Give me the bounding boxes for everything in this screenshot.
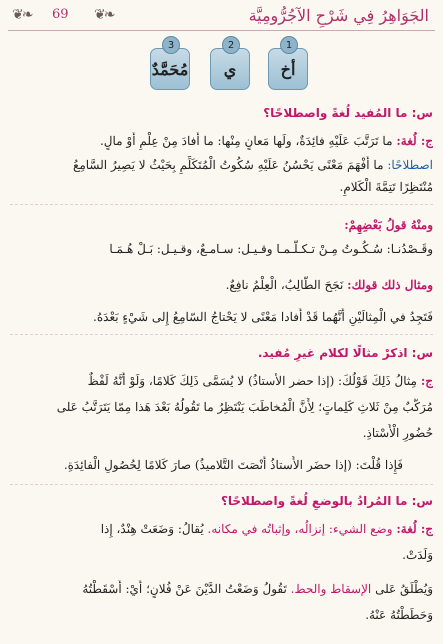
- answer-3-line-1: ج: لُغة: وضع الشيء: إنزالُه، وإثباتُه في مكانه. يُقالُ: وَضَعَتْ هِنْدٌ، إِذا: [100, 522, 433, 536]
- tile-number-2: 2: [222, 36, 240, 54]
- question-3: س: ما المُرادُ بالوضعِ لُغةً واصطلاحًا؟: [220, 494, 433, 508]
- answer-label: ج: لُغة:: [396, 134, 433, 148]
- word-tile-1: أخ: [268, 48, 308, 90]
- answer-2-line-4: فَإِذا قُلْتَ: (إذا حضَر الأُستاذُ أَنْصَتَ التَّلاميذُ) صارَ كَلامًا لِحُصُولِ الْفائِدَةِ.: [63, 458, 403, 472]
- answer-1-lang: ج: لُغة: ما تَرَتَّبَ عَلَيْهِ فائِدَةٌ، ولَها مَعانٍ مِنْها: ما أَفادَ مِنْ عِلْمٍ أَوْ مالٍ.: [99, 134, 433, 148]
- answer-label: ج: لُغة:: [396, 522, 433, 536]
- divider: [10, 484, 433, 485]
- divider: [10, 334, 433, 335]
- page-number: 69: [52, 7, 69, 22]
- poem-line: وقَـصْدُنـا: سُـكُـوتُ مِـنْ تـكـلّـمـا وقـيـل: سـامـعٌ، وقـيـل: بَـلْ هُـمَـا: [109, 242, 433, 256]
- answer-2-line-2: مُرَكَّبٌ مِنْ ثَلاثِ كَلِماتٍ؛ لِأَنَّ الْمُخاطَبَ يَنْتَظِرُ ما تَقُولُهُ بَعْدَ هَذا مِمّا يَتَرَتَّبُ عَلى: [56, 400, 433, 414]
- answer-1-term: اصطلاحًا: ما أَفْهَمَ مَعْنًى يَحْسُنُ عَلَيْهِ سُكُوتُ الْمُتَكَلِّمِ بِحَيْثُ لا يَصِيرُ السَّامِعُ: [72, 158, 433, 172]
- question-2: س: اذكرْ مثالًا لكلام غيرِ مُفيد.: [257, 346, 433, 360]
- example-intro: ومنْهُ قولُ بَعْضِهِمْ:: [344, 218, 433, 232]
- example-2: ومثال ذلك قولك: نَجَحَ الطَّالِبُ، الْعِلْمُ نافِعٌ.: [225, 278, 433, 292]
- word-tile-2: ي: [210, 48, 250, 90]
- word-tile-3: مُحَمَّدٌ: [150, 48, 190, 90]
- divider: [10, 204, 433, 205]
- answer-1-term-cont: مُنْتَظِرًا تَتِمَّةَ الْكَلامِ.: [339, 180, 433, 194]
- answer-2-line-3: حُضُورِ الْأُسْتاذِ.: [362, 426, 433, 440]
- book-title: الجَوَاهِرُ فِي شَرْحِ الآجُرُّومِيَّة: [248, 6, 429, 25]
- answer-2-line-1: ج: مِثالُ ذَلِكَ قَوْلُكَ: (إذا حضر الأستاذُ) لا يُسَمَّى ذَلِكَ كَلامًا، وَلَوْ أَنَّهُ لَفْظٌ: [87, 374, 433, 388]
- term-label: اصطلاحًا:: [387, 158, 433, 172]
- tile-number-3: 3: [162, 36, 180, 54]
- question-1: س: ما المُفيد لُغةً واصطلاحًا؟: [263, 106, 433, 120]
- answer-3-line-4: وَحَطَطْتُهُ عَنْهُ.: [365, 608, 433, 622]
- example-3: فَتَجِدُ في الْمِثالَيْنِ أَنَّهُما قَدْ أَفادا مَعْنًى لا يَحْتاجُ السّامِعُ إِلى شَيْءٍ بَعْدَهُ.: [93, 310, 433, 324]
- ornament-icon: ❧❦: [94, 7, 114, 23]
- page-header: [8, 4, 435, 31]
- ornament-icon: ❧❦: [12, 7, 32, 23]
- answer-label: ج:: [420, 374, 433, 388]
- tile-number-1: 1: [280, 36, 298, 54]
- answer-3-line-2: وَلَدَتْ.: [402, 548, 433, 562]
- word-tiles: [150, 36, 310, 92]
- answer-3-line-3: وَيُطْلَقُ عَلى الإسقاط والحط. تَقُولُ وَضَعْتُ الدَّيْنَ عَنْ فُلانٍ؛ أَيْ: أَسْقَطْتُهُ: [82, 582, 433, 596]
